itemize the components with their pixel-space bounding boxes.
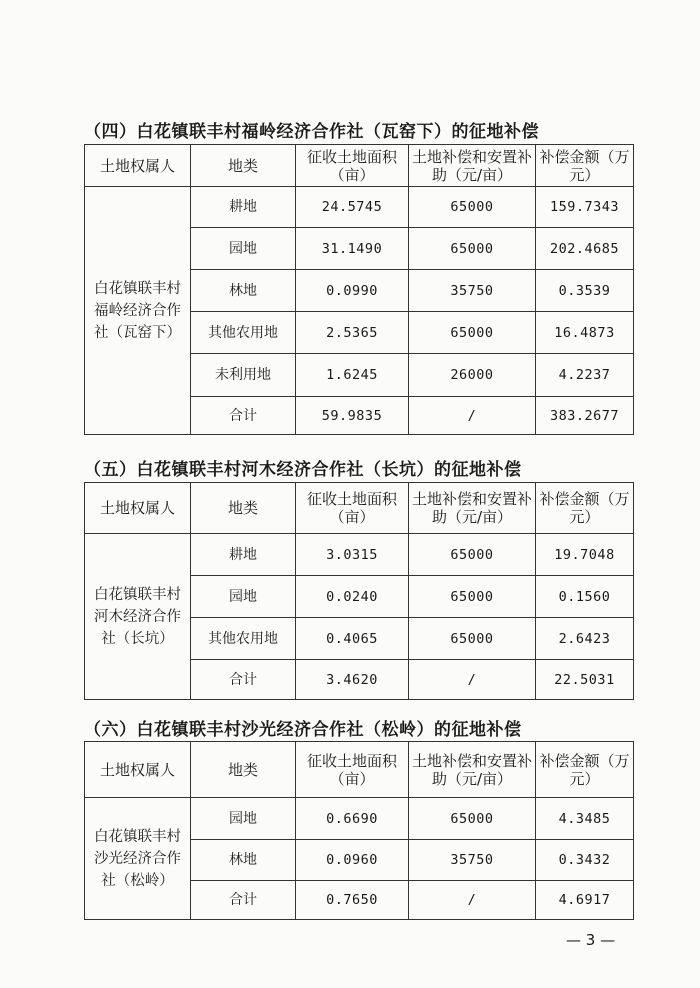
rate-cell: 26000 [409,354,536,397]
amount-cell: 0.1560 [536,576,634,618]
header-amount: 补偿金额（万元） [536,483,634,534]
area-cell: 0.0240 [296,576,409,618]
header-rate: 土地补偿和安置补助（元/亩） [409,145,536,187]
area-cell: 59.9835 [296,397,409,435]
area-cell: 0.6690 [296,798,409,840]
area-cell: 0.4065 [296,618,409,660]
owner-cell: 白花镇联丰村福岭经济合作社（瓦窑下） [85,187,191,435]
area-cell: 0.0990 [296,270,409,312]
header-rate: 土地补偿和安置补助（元/亩） [409,742,536,798]
amount-cell: 19.7048 [536,534,634,576]
rate-cell: 65000 [409,228,536,270]
amount-cell: 4.6917 [536,881,634,920]
rate-cell: 65000 [409,576,536,618]
section-title-6: （六）白花镇联丰村沙光经济合作社（松岭）的征地补偿 [84,720,522,740]
compensation-table-4 [84,144,634,435]
header-amount: 补偿金额（万元） [536,145,634,187]
amount-cell: 2.6423 [536,618,634,660]
compensation-table-5 [84,482,634,700]
land-type-cell: 合计 [191,881,296,920]
rate-cell: 35750 [409,270,536,312]
header-land-type: 地类 [191,483,296,534]
amount-cell: 202.4685 [536,228,634,270]
rate-cell: 65000 [409,312,536,354]
land-type-cell: 园地 [191,576,296,618]
rate-cell: / [409,660,536,700]
rate-cell: 35750 [409,840,536,881]
land-type-cell: 其他农用地 [191,312,296,354]
header-amount: 补偿金额（万元） [536,742,634,798]
header-area: 征收土地面积（亩） [296,483,409,534]
area-cell: 1.6245 [296,354,409,397]
amount-cell: 4.2237 [536,354,634,397]
land-type-cell: 合计 [191,660,296,700]
area-cell: 0.0960 [296,840,409,881]
header-area: 征收土地面积（亩） [296,145,409,187]
compensation-table-6 [84,741,634,920]
rate-cell: / [409,881,536,920]
table-row [85,798,634,840]
land-type-cell: 林地 [191,270,296,312]
table-row [85,534,634,576]
header-owner: 土地权属人 [85,742,191,798]
page-number: — 3 — [566,931,616,949]
rate-cell: 65000 [409,798,536,840]
table-header-row [85,483,634,534]
header-rate: 土地补偿和安置补助（元/亩） [409,483,536,534]
table-row [85,187,634,228]
amount-cell: 22.5031 [536,660,634,700]
amount-cell: 159.7343 [536,187,634,228]
header-area: 征收土地面积（亩） [296,742,409,798]
header-owner: 土地权属人 [85,483,191,534]
amount-cell: 16.4873 [536,312,634,354]
area-cell: 31.1490 [296,228,409,270]
rate-cell: 65000 [409,618,536,660]
land-type-cell: 未利用地 [191,354,296,397]
section-title-5: （五）白花镇联丰村河木经济合作社（长坑）的征地补偿 [84,460,522,480]
header-owner: 土地权属人 [85,145,191,187]
land-type-cell: 林地 [191,840,296,881]
owner-cell: 白花镇联丰村沙光经济合作社（松岭） [85,798,191,920]
rate-cell: 65000 [409,534,536,576]
land-type-cell: 合计 [191,397,296,435]
land-type-cell: 耕地 [191,187,296,228]
rate-cell: / [409,397,536,435]
area-cell: 3.4620 [296,660,409,700]
land-type-cell: 园地 [191,798,296,840]
table-header-row [85,742,634,798]
amount-cell: 0.3432 [536,840,634,881]
land-type-cell: 其他农用地 [191,618,296,660]
amount-cell: 383.2677 [536,397,634,435]
area-cell: 0.7650 [296,881,409,920]
header-land-type: 地类 [191,742,296,798]
section-title-4: （四）白花镇联丰村福岭经济合作社（瓦窑下）的征地补偿 [84,122,539,142]
land-type-cell: 耕地 [191,534,296,576]
header-land-type: 地类 [191,145,296,187]
amount-cell: 4.3485 [536,798,634,840]
table-header-row [85,145,634,187]
area-cell: 24.5745 [296,187,409,228]
rate-cell: 65000 [409,187,536,228]
land-type-cell: 园地 [191,228,296,270]
area-cell: 3.0315 [296,534,409,576]
owner-cell: 白花镇联丰村河木经济合作社（长坑） [85,534,191,700]
amount-cell: 0.3539 [536,270,634,312]
area-cell: 2.5365 [296,312,409,354]
